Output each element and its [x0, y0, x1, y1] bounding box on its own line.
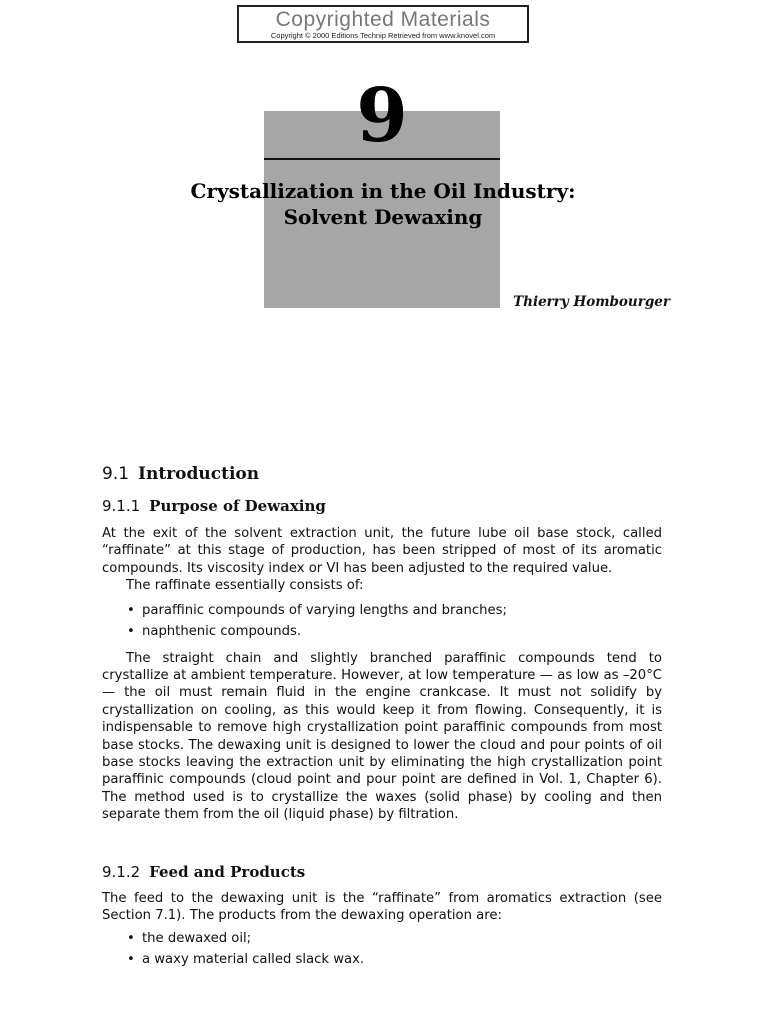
list-item: • a waxy material called slack wax. — [102, 949, 662, 970]
paragraph: The straight chain and slightly branched paraffinic compounds tend to crystallize at ambient temperature. However, at low temperature — as low as –20°C — the oil must remain fluid in the engine crankcase. It must not solidify by crystallization on cooling, as this would keep it from flowing. Consequently, it is indispensable to remove high crystallization point paraffinic compounds from most base stocks. The dewaxing unit is designed to lower the cloud and pour points of oil base stocks leaving the extraction unit by eliminating the high crystallization point paraffinic compounds (cloud point and pour point are defined in Vol. 1, Chapter 6). The method used is to crystallize the waxes (solid phase) by cooling and then separate them from the oil (liquid phase) by filtration. — [102, 650, 662, 823]
bullet-list — [102, 600, 662, 642]
paragraph: The feed to the dewaxing unit is the “raffinate” from aromatics extraction (see Section 7.1). The products from the dewaxing operation are: — [102, 891, 662, 924]
list-item: • the dewaxed oil; — [102, 928, 662, 949]
subsection-number: 9.1.1 — [102, 497, 141, 515]
purpose-body — [102, 525, 662, 824]
chapter-title-line-2: Solvent Dewaxing — [283, 205, 483, 229]
copyright-title: Copyrighted Materials — [275, 8, 491, 31]
bullet-icon: • — [127, 951, 135, 967]
subsection-heading-purpose — [102, 496, 662, 517]
bullet-icon: • — [127, 930, 135, 946]
paragraph: The raffinate essentially consists of: — [126, 578, 364, 594]
chapter-title-line-1: Crystallization in the Oil Industry: — [190, 179, 576, 203]
copyright-banner — [237, 5, 529, 43]
feed-body — [102, 890, 662, 970]
chapter-number: 9 — [356, 73, 408, 159]
subsection-title: Feed and Products — [149, 863, 306, 881]
list-item: • paraffinic compounds of varying lengths and branches; — [102, 600, 662, 621]
list-item: • naphthenic compounds. — [102, 621, 662, 642]
section-heading-introduction — [102, 463, 662, 485]
subsection-title: Purpose of Dewaxing — [149, 497, 326, 515]
bullet-icon: • — [127, 602, 135, 618]
subsection-heading-feed — [102, 862, 662, 883]
copyright-notice: Copyright © 2000 Editions Technip Retrieved from www.knovel.com — [270, 31, 496, 40]
paragraph: At the exit of the solvent extraction unit, the future lube oil base stock, called “raffinate” at this stage of production, has been stripped of most of its aromatic compounds. Its viscosity index or VI has been adjusted to the required value. — [102, 526, 662, 576]
section-title: Introduction — [138, 464, 260, 484]
chapter-title — [140, 178, 626, 230]
section-number: 9.1 — [102, 464, 130, 484]
subsection-number: 9.1.2 — [102, 863, 141, 881]
bullet-list — [102, 928, 662, 970]
chapter-author: Thierry Hombourger — [513, 294, 670, 310]
bullet-icon: • — [127, 623, 135, 639]
